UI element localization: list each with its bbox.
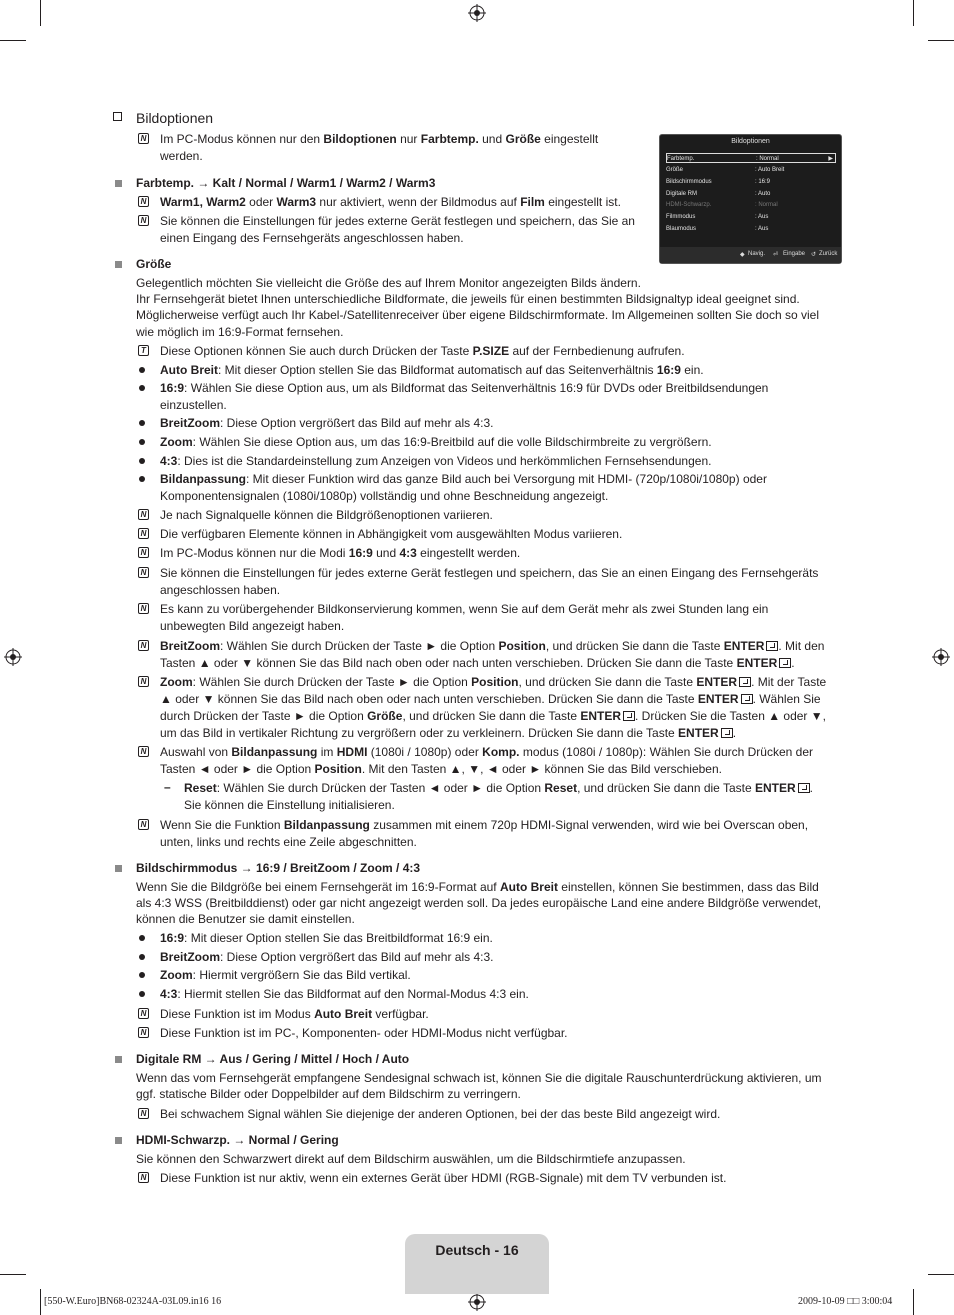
groesse-note1: Je nach Signalquelle können die Bildgrößenoptionen variieren. — [160, 508, 493, 522]
osd-row-value: : Aus — [755, 226, 769, 232]
osd-row-label: HDMI-Schwarzp. — [666, 202, 712, 208]
farbtemp-heading: Farbtemp. → Kalt / Normal / Warm1 / Warm2 / Warm3 — [136, 176, 436, 190]
intro-note-line1: Im PC-Modus können nur den Bildoptionen nur Farbtemp. und Größe eingestellt — [160, 132, 599, 146]
osd-nav-label: Navig. — [748, 251, 766, 257]
bildschirm-para-line3: können die Benutzer sie damit einstellen. — [136, 912, 355, 926]
osd-row-blaumodus[interactable] — [666, 224, 836, 234]
bullet-zoom: Zoom: Wählen Sie diese Option aus, um das 16:9-Breitbild auf die volle Bildschirmbreite zu vergrößern. — [160, 435, 712, 449]
bullet-icon — [139, 935, 145, 941]
nav-icon: ◆ — [740, 252, 745, 258]
note-icon: N — [138, 196, 149, 207]
osd-row-bildschirmmodus[interactable] — [666, 177, 836, 187]
osd-row-groesse[interactable] — [666, 165, 836, 175]
enter-key-icon — [779, 658, 791, 668]
enter-key-icon — [766, 641, 778, 651]
square-bullet-icon — [115, 865, 122, 872]
farbtemp-note2-line1: Sie können die Einstellungen für jedes externe Gerät festlegen und speichern, das Sie an — [160, 214, 635, 228]
note-icon: N — [138, 640, 149, 651]
note-icon: N — [138, 603, 149, 614]
enter-key-icon — [623, 711, 635, 721]
reset-line2: Sie können die Einstellung initialisieren. — [184, 798, 395, 812]
osd-row-value: : Aus — [755, 214, 769, 220]
section-title: Bildoptionen — [136, 110, 214, 126]
groesse-note2: Die verfügbaren Elemente können in Abhängigkeit vom ausgewählten Modus variieren. — [160, 527, 623, 541]
bullet-icon — [139, 476, 145, 482]
groesse-note4-line1: Sie können die Einstellungen für jedes externe Gerät festlegen und speichern, das Sie an einen Eingang des Fernsehgeräts — [160, 566, 819, 580]
square-bullet-icon — [115, 1137, 122, 1144]
hdmi-para: Sie können den Schwarzwert direkt auf dem Bildschirm auswählen, um die Bildschirmtiefe anzupassen. — [136, 1152, 686, 1166]
osd-row-value: : Auto Breit — [755, 167, 785, 173]
osd-title: Bildoptionen — [731, 138, 770, 145]
osd-row-label: Größe — [666, 167, 684, 173]
note-icon: N — [138, 133, 149, 144]
bullet-16-9-line1: 16:9: Wählen Sie diese Option aus, um als Bildformat das Seitenverhältnis 16:9 für DVDs oder Breitbildsendungen — [160, 381, 769, 395]
arrow-right-icon: ▶ — [828, 156, 833, 162]
bullet-icon — [139, 991, 145, 997]
overscan-note-line1: Wenn Sie die Funktion Bildanpassung zusammen mit einem 720p HDMI-Signal verwenden, wird wie bei Overscan oben, — [160, 818, 809, 832]
zoom-note-line1: Zoom: Wählen Sie durch Drücken der Taste ► die Option Position, und drücken Sie dann die Taste ENTER . Mit der Taste — [160, 675, 827, 689]
crop-mark — [0, 40, 26, 41]
psize-note: Diese Optionen können Sie auch durch Drücken der Taste P.SIZE auf der Fernbedienung aufrufen. — [160, 344, 685, 358]
bullet-icon — [139, 439, 145, 445]
bullet-icon — [139, 367, 145, 373]
crop-mark — [913, 1289, 914, 1315]
osd-row-label: Farbtemp. — [667, 156, 695, 162]
osd-back-label: Zurück — [819, 251, 838, 257]
square-bullet-icon — [115, 261, 122, 268]
farbtemp-note1: Warm1, Warm2 oder Warm3 nur aktiviert, wenn der Bildmodus auf Film eingestellt ist. — [160, 195, 621, 209]
crop-mark — [40, 1289, 41, 1315]
bildschirm-note2: Diese Funktion ist im PC-, Komponenten- oder HDMI-Modus nicht verfügbar. — [160, 1026, 568, 1040]
print-footer-left: [550-W.Euro]BN68-02324A-03L09.in16 16 — [44, 1296, 222, 1307]
crop-mark — [928, 40, 954, 41]
hdmi-note: Diese Funktion ist nur aktiv, wenn ein externes Gerät über HDMI (RGB-Signale) mit dem TV verbunden ist. — [160, 1171, 727, 1185]
registration-mark-icon — [3, 647, 23, 667]
enter-key-icon — [739, 677, 751, 687]
note-icon: N — [138, 215, 149, 226]
note-icon: N — [138, 1108, 149, 1119]
bildschirm-bullet1: 16:9: Mit dieser Option stellen Sie das Breitbildformat 16:9 ein. — [160, 931, 493, 945]
registration-mark-icon — [467, 3, 487, 23]
bullet-16-9-line2: einzustellen. — [160, 398, 227, 412]
groesse-para-line2: Ihr Fernsehgerät bietet Ihnen unterschiedliche Bildformate, die jeweils für einen bestimmten Bildsignaltyp ideal geeignet sind. — [136, 292, 800, 306]
osd-enter-label: Eingabe — [783, 251, 806, 257]
bullet-icon — [139, 458, 145, 464]
registration-mark-icon — [467, 1292, 487, 1312]
bullet-auto-breit: Auto Breit: Mit dieser Option stellen Sie das Bildformat automatisch auf das Seitenverhältnis 16:9 ein. — [160, 363, 704, 377]
groesse-para-line4: wie möglich im 16:9-Format fernsehen. — [136, 325, 344, 339]
bullet-bildanpassung-line1: Bildanpassung: Mit dieser Funktion wird das ganze Bild auch bei Versorgung mit HDMI- (720p/1080i/1080p) oder — [160, 472, 767, 486]
groesse-note3: Im PC-Modus können nur die Modi 16:9 und 4:3 eingestellt werden. — [160, 546, 521, 560]
note-icon: N — [138, 819, 149, 830]
digital-heading: Digitale RM → Aus / Gering / Mittel / Hoch / Auto — [136, 1052, 410, 1066]
zoom-note-line2: ▲ oder ▼ können Sie das Bild nach oben oder nach unten verschieben. Drücken Sie dann die Taste ENTER . Wählen Sie — [160, 692, 821, 706]
groesse-para-line1: Gelegentlich möchten Sie vielleicht die Größe des auf Ihrem Monitor angezeigten Bilds ändern. — [136, 276, 641, 290]
osd-menu — [659, 134, 842, 264]
breitzoom-note-line1: BreitZoom: Wählen Sie durch Drücken der Taste ► die Option Position, und drücken Sie dann die Taste ENTER . Mit den — [160, 639, 825, 653]
note-icon: N — [138, 676, 149, 687]
bullet-bildanpassung-line2: Komponentensignalen (1080i/1080p) vollständig und ohne Beschneidung angezeigt. — [160, 489, 609, 503]
note-icon: N — [138, 1172, 149, 1183]
return-icon: ↺ — [811, 252, 817, 258]
bildschirm-note1: Diese Funktion ist im Modus Auto Breit verfügbar. — [160, 1007, 429, 1021]
enter-key-icon — [721, 728, 733, 738]
remote-note-icon: T — [138, 345, 149, 356]
checkbox-icon — [113, 112, 122, 121]
groesse-heading: Größe — [136, 257, 172, 271]
enter-key-icon — [798, 783, 810, 793]
osd-row-value: : Auto — [755, 191, 771, 197]
zoom-note-line4: um das Bild in vertikaler Richtung zu vergrößern oder zu verkleinern. Drücken Sie dann die Taste ENTER . — [160, 726, 737, 740]
note-icon: N — [138, 509, 149, 520]
enter-icon: ⏎ — [773, 252, 779, 258]
square-bullet-icon — [115, 180, 122, 187]
bildschirm-bullet4: 4:3: Hiermit stellen Sie das Bildformat auf den Normal-Modus 4:3 ein. — [160, 987, 529, 1001]
groesse-note5-line1: Es kann zu vorübergehender Bildkonservierung kommen, wenn Sie auf dem Gerät mehr als zwei Stunden lang ein — [160, 602, 769, 616]
bildschirm-para-line1: Wenn Sie die Bildgröße bei einem Fernsehgerät im 16:9-Format auf Auto Breit einstellen, können Sie bestimmen, dass das Bild — [136, 880, 819, 894]
osd-row-filmmodus[interactable] — [666, 212, 836, 222]
hdmi-position-note-line1: Auswahl von Bildanpassung im HDMI (1080i / 1080p) oder Komp. modus (1080i / 1080p): Wählen Sie durch Drücken der — [160, 745, 813, 759]
digital-para-line1: Wenn das vom Fernsehgerät empfangene Sendesignal schwach ist, können Sie die digitale Rauschunterdrückung aktivieren, um — [136, 1071, 822, 1085]
page-label: Deutsch - 16 — [435, 1242, 519, 1258]
osd-row-hdmi-schwarzp — [666, 200, 836, 210]
bullet-icon — [139, 420, 145, 426]
bildschirm-heading: Bildschirmmodus → 16:9 / BreitZoom / Zoom / 4:3 — [136, 861, 421, 875]
square-bullet-icon — [115, 1056, 122, 1063]
osd-row-label: Blaumodus — [666, 226, 697, 232]
note-icon: N — [138, 528, 149, 539]
osd-row-label: Bildschirmmodus — [666, 179, 712, 185]
crop-mark — [40, 0, 41, 26]
dash-bullet: – — [164, 780, 171, 794]
note-icon: N — [138, 1008, 149, 1019]
bildschirm-bullet2: BreitZoom: Diese Option vergrößert das Bild auf mehr als 4:3. — [160, 950, 494, 964]
digital-note: Bei schwachem Signal wählen Sie diejenige der anderen Optionen, bei der das beste Bild angezeigt wird. — [160, 1107, 721, 1121]
osd-row-value: : Normal — [756, 156, 779, 162]
reset-line1: Reset: Wählen Sie durch Drücken der Tasten ◄ oder ► die Option Reset, und drücken Sie dann die Taste ENTER . — [184, 781, 813, 795]
bullet-icon — [139, 954, 145, 960]
osd-row-value: : 16:9 — [755, 179, 771, 185]
bullet-icon — [139, 972, 145, 978]
breitzoom-note-line2: Tasten ▲ oder ▼ können Sie das Bild nach oben oder nach unten verschieben. Drücken Sie dann die Taste ENTER . — [160, 656, 795, 670]
registration-mark-icon — [931, 647, 951, 667]
osd-row-farbtemp[interactable] — [666, 153, 836, 163]
hdmi-position-note-line2: Tasten ◄ oder ► die Option Position. Mit den Tasten ▲, ▼, ◄ oder ► können Sie das Bild verschieben. — [160, 762, 722, 776]
bullet-icon — [139, 385, 145, 391]
bildschirm-bullet3: Zoom: Hiermit vergrößern Sie das Bild vertikal. — [160, 968, 411, 982]
bullet-breitzoom: BreitZoom: Diese Option vergrößert das Bild auf mehr als 4:3. — [160, 416, 494, 430]
osd-row-label: Digitale RM — [666, 191, 698, 197]
hdmi-heading: HDMI-Schwarzp. → Normal / Gering — [136, 1133, 339, 1147]
osd-row-value: : Normal — [755, 202, 778, 208]
digital-para-line2: ggf. statische Bilder oder Doppelbilder auf dem Bildschirm zu verringern. — [136, 1087, 521, 1101]
print-footer-right: 2009-10-09 □□ 3:00:04 — [798, 1296, 893, 1307]
crop-mark — [0, 1274, 26, 1275]
osd-row-label: Filmmodus — [666, 214, 696, 220]
osd-footer — [660, 247, 841, 263]
note-icon: N — [138, 547, 149, 558]
osd-row-digitale-rm[interactable] — [666, 189, 836, 199]
crop-mark — [913, 0, 914, 26]
note-icon: N — [138, 1027, 149, 1038]
zoom-note-line3: durch Drücken der Taste ► die Option Größe, und drücken Sie dann die Taste ENTER . Drücken Sie die Tasten ▲ oder ▼, — [160, 709, 826, 723]
groesse-note4-line2: angeschlossen haben. — [160, 583, 281, 597]
page-label-tab — [405, 1234, 549, 1294]
groesse-para-line3: Möglicherweise verfügt auch Ihr Kabel-/Satellitenreceiver über eigene Bildschirmformate. Im Allgemeinen sollten Sie doch so viel — [136, 308, 820, 322]
note-icon: N — [138, 746, 149, 757]
note-icon: N — [138, 567, 149, 578]
overscan-note-line2: unten, links und rechts eine Zeile abgeschnitten. — [160, 835, 417, 849]
enter-key-icon — [741, 694, 753, 704]
groesse-note5-line2: unbewegten Bild angezeigt haben. — [160, 619, 345, 633]
intro-note-line2: werden. — [160, 149, 203, 163]
bildschirm-para-line2: als 4:3 WSS (Breitbilddienst) oder gar nicht angezeigt werden soll. Da jedes europäische Land eine andere Bildgröße verwendet, — [136, 896, 822, 910]
farbtemp-note2-line2: einen Eingang des Fernsehgeräts angeschlossen haben. — [160, 231, 464, 245]
crop-mark — [928, 1274, 954, 1275]
bullet-4-3: 4:3: Dies ist die Standardeinstellung zum Anzeigen von Videos und herkömmlichen Fernsehsendungen. — [160, 454, 712, 468]
